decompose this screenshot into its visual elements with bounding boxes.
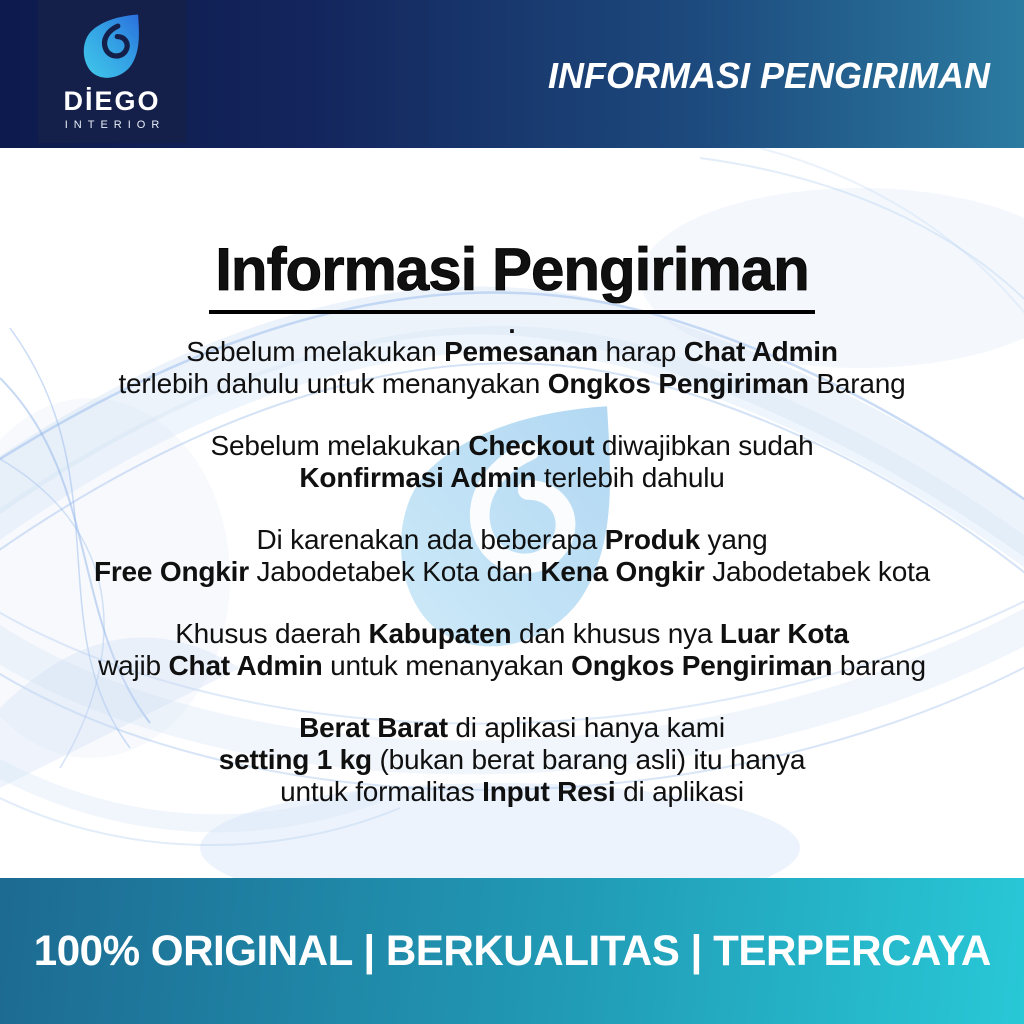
paragraph: [0, 430, 1024, 494]
paragraph: [0, 336, 1024, 400]
paragraph-line: wajib Chat Admin untuk menanyakan Ongkos Pengiriman barang: [98, 650, 926, 681]
brand-name: DİEGO: [63, 86, 161, 117]
paragraph: [0, 712, 1024, 808]
page-title: Informasi Pengiriman: [209, 238, 814, 314]
title-dot: .: [508, 309, 516, 339]
footer-tagline: 100% ORIGINAL | BERKUALITAS | TERPERCAYA: [33, 926, 991, 975]
paragraph-line: Berat Barat di aplikasi hanya kami: [299, 712, 725, 743]
brand-logo-box: [38, 0, 186, 143]
diego-logo-icon: [83, 12, 141, 82]
paragraph-line: Sebelum melakukan Checkout diwajibkan sudah: [210, 430, 814, 461]
paragraph-line: Di karenakan ada beberapa Produk yang: [256, 524, 768, 555]
paragraph-line: Free Ongkir Jabodetabek Kota dan Kena Ongkir Jabodetabek kota: [93, 556, 931, 587]
body-paragraphs: [0, 336, 1024, 808]
paragraph: [0, 524, 1024, 588]
paragraph-line: untuk formalitas Input Resi di aplikasi: [280, 776, 744, 807]
body-area: [0, 148, 1024, 878]
body-content: [0, 148, 1024, 878]
paragraph-line: terlebih dahulu untuk menanyakan Ongkos Pengiriman Barang: [118, 368, 906, 399]
header-title: INFORMASI PENGIRIMAN: [547, 55, 990, 96]
paragraph-line: Konfirmasi Admin terlebih dahulu: [299, 462, 725, 493]
paragraph: [0, 618, 1024, 682]
footer-bar: [0, 878, 1024, 1024]
paragraph-line: setting 1 kg (bukan berat barang asli) itu hanya: [218, 744, 806, 775]
brand-subtitle: INTERIOR: [64, 118, 166, 131]
paragraph-line: Khusus daerah Kabupaten dan khusus nya Luar Kota: [175, 618, 849, 649]
header-bar: [0, 0, 1024, 148]
paragraph-line: Sebelum melakukan Pemesanan harap Chat Admin: [186, 336, 838, 367]
